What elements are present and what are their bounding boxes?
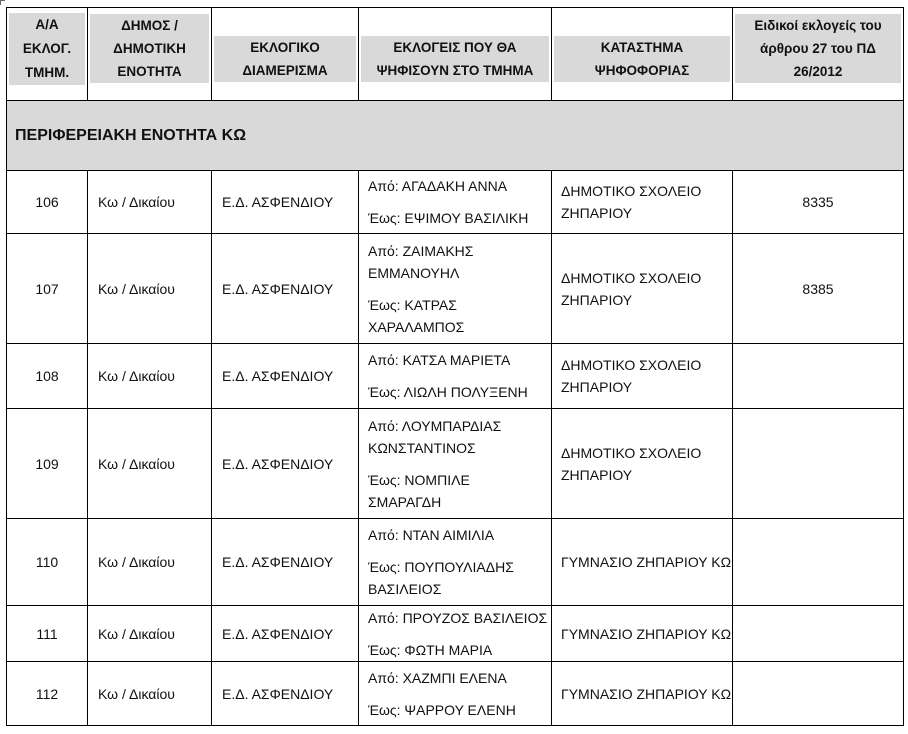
voters-from-line: ΕΜΜΑΝΟΥΗΛ <box>368 264 460 281</box>
spacer <box>368 371 551 381</box>
table-row <box>7 662 904 726</box>
polling-station-cell <box>552 234 733 344</box>
section-number-cell: 110 <box>7 519 88 606</box>
special-voters-cell <box>733 606 904 662</box>
ward-cell: Ε.Δ. ΑΣΦΕΝΔΙΟΥ <box>212 409 359 519</box>
special-voters-cell <box>733 409 904 519</box>
section-number-cell: 106 <box>7 171 88 234</box>
municipality-cell: Κω / Δικαίου <box>88 519 212 606</box>
polling-station-line: ΖΗΠΑΡΙΟΥ <box>561 291 633 308</box>
ward-cell: Ε.Δ. ΑΣΦΕΝΔΙΟΥ <box>212 171 359 234</box>
voters-range-cell <box>359 171 552 234</box>
section-number-cell: 108 <box>7 344 88 409</box>
voters-to-line: ΧΑΡΑΛΑΜΠΟΣ <box>368 318 465 335</box>
header-voters <box>359 8 552 101</box>
special-voters-cell: 8335 <box>733 171 904 234</box>
region-row <box>7 101 904 171</box>
municipality-cell: Κω / Δικαίου <box>88 409 212 519</box>
header-band: ΕΚΛΟΓΕΙΣ ΠΟΥ ΘΑ ΨΗΦΙΣΟΥΝ ΣΤΟ ΤΜΗΜΑ <box>361 36 549 82</box>
polling-station-line: ΔΗΜΟΤΙΚΟ ΣΧΟΛΕΙΟ <box>561 444 702 461</box>
voters-to-line: Έως: ΚΑΤΡΑΣ <box>368 296 457 313</box>
voters-to-line: Έως: ΕΨΙΜΟΥ ΒΑΣΙΛΙΚΗ <box>368 210 529 226</box>
spacer <box>368 197 551 207</box>
table-row <box>7 171 904 234</box>
polling-station-line: ΖΗΠΑΡΙΟΥ <box>561 466 633 483</box>
polling-station-line: ΓΥΜΝΑΣΙΟ ΖΗΠΑΡΙΟΥ ΚΩ <box>561 625 732 642</box>
municipality-cell: Κω / Δικαίου <box>88 234 212 344</box>
header-special-voters <box>733 8 904 101</box>
polling-station-line: ΖΗΠΑΡΙΟΥ <box>561 379 633 395</box>
voters-from-line: Από: ΑΓΑΔΑΚΗ ΑΝΝΑ <box>368 178 508 194</box>
header-municipality <box>88 8 212 101</box>
table-header-row <box>7 8 904 101</box>
header-band: Α/Α ΕΚΛΟΓ. ΤΜΗΜ. <box>9 13 85 85</box>
voters-from-line: ΚΩΝΣΤΑΝΤΙΝΟΣ <box>368 439 476 456</box>
voters-to-line: ΣΜΑΡΑΓΔΗ <box>368 493 442 510</box>
voters-from-line: Από: ΛΟΥΜΠΑΡΔΙΑΣ <box>368 417 502 434</box>
header-band: ΕΚΛΟΓΙΚΟ ΔΙΑΜΕΡΙΣΜΑ <box>214 36 356 82</box>
municipality-cell: Κω / Δικαίου <box>88 606 212 662</box>
ward-cell: Ε.Δ. ΑΣΦΕΝΔΙΟΥ <box>212 662 359 726</box>
voters-range-cell <box>359 409 552 519</box>
polling-stations-table <box>6 7 904 726</box>
table-row <box>7 606 904 662</box>
ward-cell: Ε.Δ. ΑΣΦΕΝΔΙΟΥ <box>212 519 359 606</box>
ward-cell: Ε.Δ. ΑΣΦΕΝΔΙΟΥ <box>212 606 359 662</box>
voters-to-line: Έως: ΝΟΜΠΙΛΕ <box>368 471 470 488</box>
spacer <box>368 546 551 556</box>
polling-station-cell <box>552 606 733 662</box>
voters-from-line: Από: ΚΑΤΣΑ ΜΑΡΙΕΤΑ <box>368 352 511 368</box>
ward-cell: Ε.Δ. ΑΣΦΕΝΔΙΟΥ <box>212 344 359 409</box>
polling-station-cell <box>552 171 733 234</box>
municipality-cell: Κω / Δικαίου <box>88 662 212 726</box>
voters-range-cell <box>359 606 552 662</box>
section-number-cell: 111 <box>7 606 88 662</box>
table-row <box>7 234 904 344</box>
polling-station-line: ΔΗΜΟΤΙΚΟ ΣΧΟΛΕΙΟ <box>561 269 702 286</box>
voters-range-cell <box>359 344 552 409</box>
voters-to-line: Έως: ΠΟΥΠΟΥΛΙΑΔΗΣ <box>368 559 514 575</box>
polling-station-line: ΓΥΜΝΑΣΙΟ ΖΗΠΑΡΙΟΥ ΚΩ <box>561 685 732 702</box>
section-number-cell: 112 <box>7 662 88 726</box>
voters-from-line: Από: ΖΑΙΜΑΚΗΣ <box>368 242 474 259</box>
ward-cell: Ε.Δ. ΑΣΦΕΝΔΙΟΥ <box>212 234 359 344</box>
header-band: ΔΗΜΟΣ / ΔΗΜΟΤΙΚΗ ΕΝΟΤΗΤΑ <box>90 14 209 83</box>
municipality-cell: Κω / Δικαίου <box>88 344 212 409</box>
header-ward <box>212 8 359 101</box>
header-band: Ειδικοί εκλογείς του άρθρου 27 του ΠΔ 26/2012 <box>735 14 901 83</box>
table-row <box>7 409 904 519</box>
voters-from-line: Από: ΝΤΑΝ ΑΙΜΙΛΙΑ <box>368 527 495 543</box>
special-voters-cell <box>733 344 904 409</box>
polling-station-line: ΖΗΠΑΡΙΟΥ <box>561 205 633 221</box>
special-voters-cell <box>733 662 904 726</box>
polling-station-cell <box>552 409 733 519</box>
table-row <box>7 344 904 409</box>
municipality-cell: Κω / Δικαίου <box>88 171 212 234</box>
polling-station-line: ΔΗΜΟΤΙΚΟ ΣΧΟΛΕΙΟ <box>561 357 702 373</box>
section-number-cell: 109 <box>7 409 88 519</box>
spacer <box>368 459 551 469</box>
region-title: ΠΕΡΙΦΕΡΕΙΑΚΗ ΕΝΟΤΗΤΑ ΚΩ <box>7 101 904 171</box>
page-corner-mark <box>0 0 5 5</box>
polling-station-cell <box>552 662 733 726</box>
voters-range-cell <box>359 519 552 606</box>
voters-from-line: Από: ΠΡΟΥΖΟΣ ΒΑΣΙΛΕΙΟΣ <box>368 609 548 626</box>
header-band: ΚΑΤΑΣΤΗΜΑ ΨΗΦΟΦΟΡΙΑΣ <box>554 36 730 82</box>
polling-station-line: ΓΥΜΝΑΣΙΟ ΖΗΠΑΡΙΟΥ ΚΩ <box>561 554 732 570</box>
header-section-number <box>7 8 88 101</box>
voters-to-line: Έως: ΨΑΡΡΟΥ ΕΛΕΝΗ <box>368 701 516 718</box>
section-number-cell: 107 <box>7 234 88 344</box>
polling-station-cell <box>552 344 733 409</box>
spacer <box>368 629 551 639</box>
voters-to-line: Έως: ΦΩΤΗ ΜΑΡΙΑ <box>368 641 493 658</box>
table-row <box>7 519 904 606</box>
voters-to-line: Έως: ΛΙΩΛΗ ΠΟΛΥΞΕΝΗ <box>368 384 528 400</box>
spacer <box>368 284 551 294</box>
polling-station-line: ΔΗΜΟΤΙΚΟ ΣΧΟΛΕΙΟ <box>561 183 702 199</box>
voters-from-line: Από: ΧΑΖΜΠΙ ΕΛΕΝΑ <box>368 669 507 686</box>
special-voters-cell <box>733 519 904 606</box>
polling-station-cell <box>552 519 733 606</box>
header-polling-station <box>552 8 733 101</box>
voters-range-cell <box>359 234 552 344</box>
spacer <box>368 689 551 699</box>
voters-to-line: ΒΑΣΙΛΕΙΟΣ <box>368 581 442 597</box>
voters-range-cell <box>359 662 552 726</box>
special-voters-cell: 8385 <box>733 234 904 344</box>
